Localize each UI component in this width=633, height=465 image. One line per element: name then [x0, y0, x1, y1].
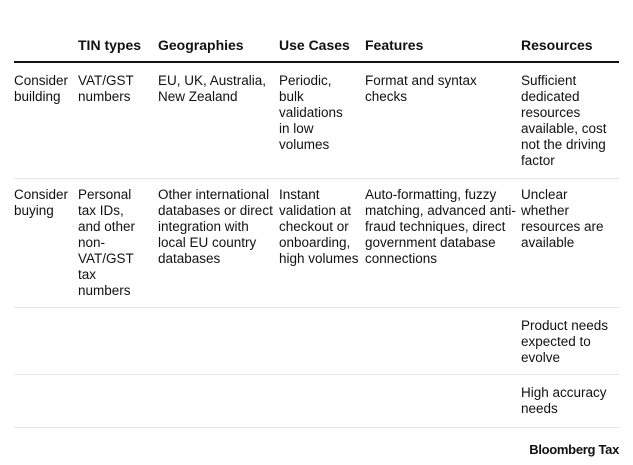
cell-buying-resources: Unclear whether resources are available — [521, 187, 604, 250]
cell-building-features: Format and syntax checks — [365, 73, 477, 104]
cell-building-use-cases: Periodic, bulk validations in low volumes — [279, 73, 343, 152]
row-label-buying: Consider buying — [14, 187, 69, 218]
header-features: Features — [365, 37, 424, 53]
cell-buying-features: Auto-formatting, fuzzy matching, advanced anti-fraud techniques, direct government database connections — [365, 187, 516, 266]
header-use-cases: Use Cases — [279, 37, 350, 53]
header-divider — [14, 61, 619, 63]
row-divider — [14, 307, 619, 308]
cell-buying-use-cases: Instant validation at checkout or onboarding, high volumes — [279, 187, 359, 266]
cell-building-resources: Sufficient dedicated resources available, cost not the driving factor — [521, 73, 607, 168]
row-divider — [14, 427, 619, 428]
cell-building-tin-types: VAT/GST numbers — [78, 73, 134, 104]
row-divider — [14, 178, 619, 179]
cell-extra-resource: High accuracy needs — [521, 385, 607, 416]
cell-buying-tin-types: Personal tax IDs, and other non-VAT/GST tax numbers — [78, 187, 136, 298]
cell-buying-geographies: Other international databases or direct integration with local EU country databases — [158, 187, 273, 266]
header-resources: Resources — [521, 37, 593, 53]
header-tin-types: TIN types — [78, 37, 142, 53]
row-label-building: Consider building — [14, 73, 69, 104]
header-geographies: Geographies — [158, 37, 244, 53]
cell-extra-resource: Product needs expected to evolve — [521, 318, 609, 365]
cell-building-geographies: EU, UK, Australia, New Zealand — [158, 73, 267, 104]
bloomberg-tax-logo: Bloomberg Tax — [529, 442, 619, 457]
row-divider — [14, 374, 619, 375]
